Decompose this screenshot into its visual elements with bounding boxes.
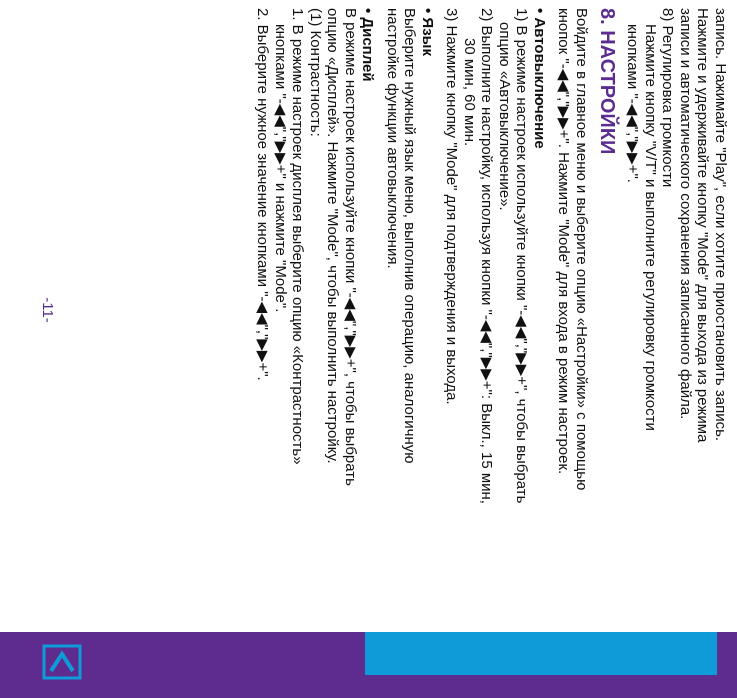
display-text: 2. Выберите нужное значение кнопками "-◀◀","▶▶+". — [254, 8, 272, 381]
auto-off-step: опцию «Автовыключение». — [496, 22, 513, 211]
display-text: (1) Контрастность: — [307, 8, 324, 137]
display-text: В режиме настроек используйте кнопки "-◀◀","▶▶+", чтобы выбрать — [342, 8, 359, 486]
language-text: настройке функции автовыключения. — [384, 8, 401, 269]
highlight-bar — [365, 632, 717, 675]
section-title: 8. НАСТРОЙКИ — [596, 8, 618, 155]
display-text: опцию «Дисплей». Нажмите "Mode", чтобы выполнить настройку. — [324, 8, 342, 464]
section-intro-line: кнопок "-◀◀","▶▶+". Нажмите "Mode" для входа в режим настроек. — [555, 8, 573, 475]
auto-off-step: 30 мин, 60 мин. — [461, 38, 478, 147]
intro-line: запись. Нажимайте "Play", если хотите приостановить запись. — [712, 8, 729, 442]
chevron-down-icon[interactable] — [42, 644, 82, 680]
language-text: Выберите нужный язык меню, выполнив операцию, аналогичную — [401, 8, 419, 464]
display-heading: • Дисплей — [359, 8, 377, 82]
auto-off-step: 1) В режиме настроек используйте кнопки "-◀◀","▶▶+", чтобы выбрать — [513, 8, 531, 504]
volume-line: Нажмите кнопку "V/T" и выполните регулировку громкости — [642, 24, 659, 431]
intro-line: Нажмите и удерживайте кнопку "Mode" для выхода из режима — [694, 8, 712, 443]
auto-off-step: 3) Нажмите кнопку "Mode" для подтверждения и выхода. — [443, 8, 461, 405]
volume-line: кнопками "-◀◀","▶▶+". — [624, 24, 642, 183]
intro-line: записи и автоматического сохранения записанного файла. — [677, 8, 694, 420]
volume-heading: 8) Регулировка громкости — [659, 8, 677, 188]
display-text: 1. В режиме настроек дисплея выберите опцию «Контрастность» — [289, 8, 307, 465]
page-content — [254, 8, 729, 588]
section-intro-line: Войдите в главное меню и выберите опцию «Настройки» с помощью — [573, 8, 590, 491]
display-text: кнопками "-◀◀","▶▶+" и нажмите "Mode". — [272, 24, 289, 313]
language-heading: • Язык — [419, 8, 436, 56]
auto-off-step: 2) Выполните настройку, используя кнопки "-◀◀","▶▶+": Выкл., 15 мин, — [478, 8, 496, 504]
auto-off-heading: • Автовыключение — [531, 8, 548, 149]
page-number: -11- — [39, 297, 56, 323]
purple-side-band — [0, 632, 737, 698]
